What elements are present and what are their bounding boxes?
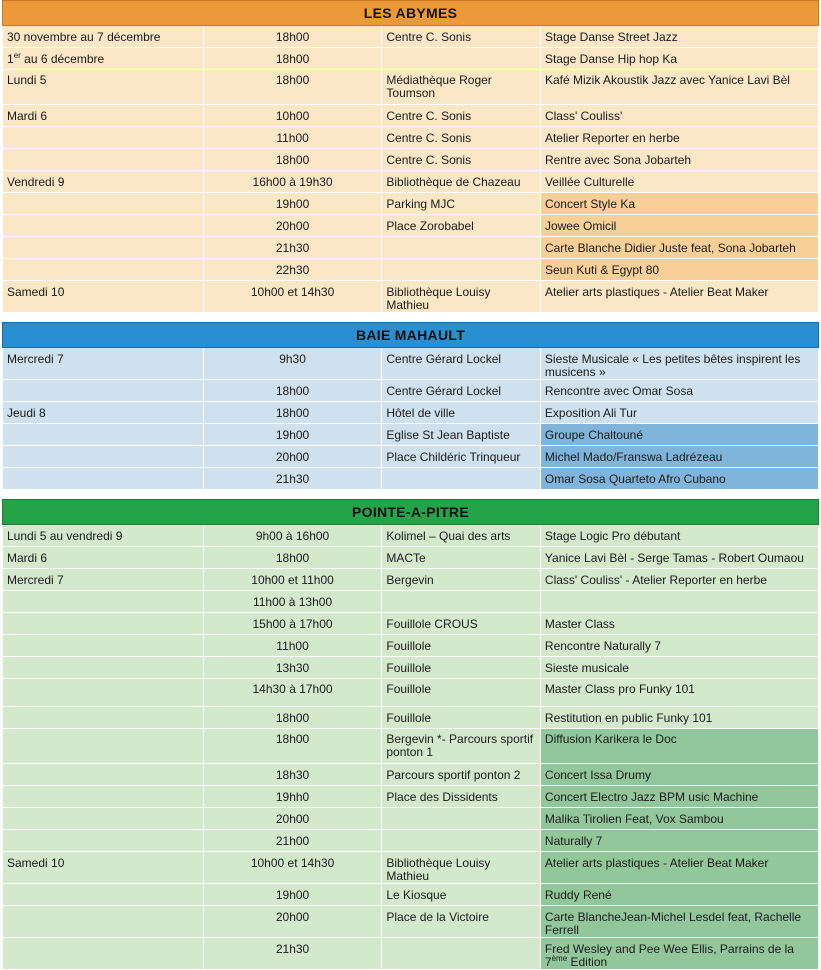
time-cell: 18h00	[203, 402, 382, 424]
day-cell: Jeudi 8	[3, 402, 204, 424]
day-cell	[3, 380, 204, 402]
event-cell: Master Class pro Funky 101	[540, 679, 818, 707]
place-cell: Centre C. Sonis	[382, 26, 541, 48]
time-cell: 11h00	[203, 127, 382, 149]
time-cell: 19h00	[203, 193, 382, 215]
event-cell: Groupe Chaltouné	[540, 424, 818, 446]
section-gap	[0, 313, 821, 322]
place-cell	[382, 259, 541, 281]
day-cell	[3, 830, 204, 852]
day-cell: 1er au 6 décembre	[3, 48, 204, 70]
event-cell: Seun Kuti & Egypt 80	[540, 259, 818, 281]
table-row	[3, 569, 819, 591]
event-cell: Exposition Ali Tur	[540, 402, 818, 424]
table-row	[3, 884, 819, 906]
table-row	[3, 281, 819, 313]
time-cell: 9h30	[203, 348, 382, 380]
section-baie	[2, 322, 819, 490]
day-cell	[3, 635, 204, 657]
place-cell: MACTe	[382, 547, 541, 569]
table-row	[3, 525, 819, 547]
event-cell: Ruddy René	[540, 884, 818, 906]
day-cell: Mardi 6	[3, 105, 204, 127]
place-cell: Centre Gérard Lockel	[382, 348, 541, 380]
day-cell	[3, 884, 204, 906]
time-cell: 9h00 à 16h00	[203, 525, 382, 547]
event-cell: Malika Tirolien Feat, Vox Sambou	[540, 808, 818, 830]
event-cell: Concert Electro Jazz BPM usic Machine	[540, 786, 818, 808]
table-row	[3, 707, 819, 729]
event-cell	[540, 591, 818, 613]
time-cell: 18h00	[203, 729, 382, 764]
table-row	[3, 613, 819, 635]
table-row	[3, 468, 819, 490]
event-cell: Fred Wesley and Pee Wee Ellis, Parrains de la 7ème Edition	[540, 938, 818, 970]
day-cell	[3, 237, 204, 259]
time-cell: 18h00	[203, 380, 382, 402]
section-abymes	[2, 0, 819, 313]
event-cell: Michel Mado/Franswa Ladrézeau	[540, 446, 818, 468]
day-cell	[3, 906, 204, 938]
table-row	[3, 764, 819, 786]
place-cell	[382, 468, 541, 490]
day-cell	[3, 424, 204, 446]
table-row	[3, 259, 819, 281]
day-cell	[3, 729, 204, 764]
table-row	[3, 830, 819, 852]
place-cell: Centre C. Sonis	[382, 127, 541, 149]
place-cell: Centre C. Sonis	[382, 105, 541, 127]
event-cell: Stage Logic Pro débutant	[540, 525, 818, 547]
place-cell: Centre C. Sonis	[382, 149, 541, 171]
place-cell: Fouillole	[382, 657, 541, 679]
place-cell: Fouillole CROUS	[382, 613, 541, 635]
place-cell: Fouillole	[382, 679, 541, 707]
event-cell: Carte Blanche Didier Juste feat, Sona Jobarteh	[540, 237, 818, 259]
day-cell: Mardi 6	[3, 547, 204, 569]
event-cell: Class' Couliss' - Atelier Reporter en herbe	[540, 569, 818, 591]
time-cell: 19h00	[203, 884, 382, 906]
time-cell: 22h30	[203, 259, 382, 281]
time-cell: 15h00 à 17h00	[203, 613, 382, 635]
place-cell: Place des Dissidents	[382, 786, 541, 808]
table-row	[3, 424, 819, 446]
event-cell: Diffusion Karikera le Doc	[540, 729, 818, 764]
place-cell: Bibliothèque Louisy Mathieu	[382, 852, 541, 884]
day-cell: Samedi 10	[3, 281, 204, 313]
place-cell: Bergevin	[382, 569, 541, 591]
table-row	[3, 446, 819, 468]
day-cell	[3, 707, 204, 729]
event-cell: Rencontre Naturally 7	[540, 635, 818, 657]
day-cell: Lundi 5	[3, 70, 204, 105]
section-pap	[2, 499, 819, 970]
day-cell	[3, 764, 204, 786]
day-cell	[3, 591, 204, 613]
place-cell: Parking MJC	[382, 193, 541, 215]
event-cell: Jowee Omicil	[540, 215, 818, 237]
day-cell: Lundi 5 au vendredi 9	[3, 525, 204, 547]
day-cell	[3, 259, 204, 281]
event-cell: Veillée Culturelle	[540, 171, 818, 193]
table-row	[3, 547, 819, 569]
place-cell: Place Zorobabel	[382, 215, 541, 237]
place-cell: Parcours sportif ponton 2	[382, 764, 541, 786]
event-cell: Stage Danse Hip hop Ka	[540, 48, 818, 70]
event-cell: Yanice Lavi Bèl - Serge Tamas - Robert Oumaou	[540, 547, 818, 569]
table-row	[3, 808, 819, 830]
event-cell: Stage Danse Street Jazz	[540, 26, 818, 48]
time-cell: 20h00	[203, 215, 382, 237]
place-cell	[382, 237, 541, 259]
table-row	[3, 591, 819, 613]
place-cell: Kolimel – Quai des arts	[382, 525, 541, 547]
time-cell: 21h00	[203, 830, 382, 852]
time-cell: 19h00	[203, 424, 382, 446]
time-cell: 21h30	[203, 938, 382, 970]
time-cell: 13h30	[203, 657, 382, 679]
table-row	[3, 171, 819, 193]
time-cell: 20h00	[203, 808, 382, 830]
table-row	[3, 906, 819, 938]
place-cell: Le Kiosque	[382, 884, 541, 906]
table-row	[3, 729, 819, 764]
time-cell: 18h30	[203, 764, 382, 786]
time-cell: 19hh0	[203, 786, 382, 808]
place-cell: Bibliothèque de Chazeau	[382, 171, 541, 193]
time-cell: 18h00	[203, 547, 382, 569]
place-cell: Fouillole	[382, 635, 541, 657]
place-cell: Bibliothèque Louisy Mathieu	[382, 281, 541, 313]
event-cell: Rencontre avec Omar Sosa	[540, 380, 818, 402]
table-row	[3, 348, 819, 380]
place-cell: Fouillole	[382, 707, 541, 729]
event-cell: Master Class	[540, 613, 818, 635]
place-cell: Hôtel de ville	[382, 402, 541, 424]
table-row	[3, 26, 819, 48]
day-cell	[3, 938, 204, 970]
time-cell: 18h00	[203, 26, 382, 48]
time-cell: 18h00	[203, 149, 382, 171]
time-cell: 10h00 et 11h00	[203, 569, 382, 591]
day-cell: Mercredi 7	[3, 569, 204, 591]
place-cell: Bergevin *- Parcours sportif ponton 1	[382, 729, 541, 764]
time-cell: 10h00	[203, 105, 382, 127]
event-cell: Omar Sosa Quarteto Afro Cubano	[540, 468, 818, 490]
event-cell: Naturally 7	[540, 830, 818, 852]
event-cell: Atelier arts plastiques - Atelier Beat Maker	[540, 852, 818, 884]
day-cell	[3, 786, 204, 808]
place-cell: Eglise St Jean Baptiste	[382, 424, 541, 446]
event-cell: Sieste musicale	[540, 657, 818, 679]
section-title: POINTE-A-PITRE	[3, 500, 819, 525]
time-cell: 14h30 à 17h00	[203, 679, 382, 707]
day-cell: Mercredi 7	[3, 348, 204, 380]
time-cell: 21h30	[203, 237, 382, 259]
day-cell	[3, 468, 204, 490]
day-cell	[3, 149, 204, 171]
day-cell	[3, 679, 204, 707]
time-cell: 21h30	[203, 468, 382, 490]
event-cell: Atelier arts plastiques - Atelier Beat Maker	[540, 281, 818, 313]
table-row	[3, 237, 819, 259]
place-cell	[382, 808, 541, 830]
time-cell: 18h00	[203, 70, 382, 105]
time-cell: 10h00 et 14h30	[203, 281, 382, 313]
day-cell	[3, 657, 204, 679]
place-cell	[382, 48, 541, 70]
event-cell: Atelier Reporter en herbe	[540, 127, 818, 149]
section-title: BAIE MAHAULT	[3, 323, 819, 348]
event-cell: Class' Couliss'	[540, 105, 818, 127]
table-row	[3, 635, 819, 657]
day-cell	[3, 613, 204, 635]
day-cell	[3, 127, 204, 149]
time-cell: 18h00	[203, 48, 382, 70]
place-cell: Centre Gérard Lockel	[382, 380, 541, 402]
table-row	[3, 657, 819, 679]
place-cell: Place Childéric Trinqueur	[382, 446, 541, 468]
time-cell: 10h00 et 14h30	[203, 852, 382, 884]
day-cell	[3, 215, 204, 237]
event-cell: Kafé Mizik Akoustik Jazz avec Yanice Lavi Bèl	[540, 70, 818, 105]
time-cell: 16h00 à 19h30	[203, 171, 382, 193]
table-row	[3, 938, 819, 970]
table-row	[3, 127, 819, 149]
day-cell: Samedi 10	[3, 852, 204, 884]
section-title: LES ABYMES	[3, 1, 819, 26]
table-row	[3, 48, 819, 70]
event-cell: Concert Issa Drumy	[540, 764, 818, 786]
event-cell: Sieste Musicale « Les petites bêtes inspirent les musicens »	[540, 348, 818, 380]
day-cell	[3, 193, 204, 215]
day-cell: Vendredi 9	[3, 171, 204, 193]
table-row	[3, 215, 819, 237]
time-cell: 20h00	[203, 906, 382, 938]
time-cell: 20h00	[203, 446, 382, 468]
table-row	[3, 70, 819, 105]
time-cell: 18h00	[203, 707, 382, 729]
place-cell	[382, 591, 541, 613]
section-gap	[0, 490, 821, 499]
day-cell	[3, 446, 204, 468]
table-row	[3, 193, 819, 215]
event-cell: Restitution en public Funky 101	[540, 707, 818, 729]
table-row	[3, 786, 819, 808]
event-cell: Carte BlancheJean-Michel Lesdel feat, Rachelle Ferrell	[540, 906, 818, 938]
table-row	[3, 380, 819, 402]
time-cell: 11h00 à 13h00	[203, 591, 382, 613]
place-cell	[382, 830, 541, 852]
event-cell: Rentre avec Sona Jobarteh	[540, 149, 818, 171]
table-row	[3, 105, 819, 127]
time-cell: 11h00	[203, 635, 382, 657]
place-cell: Médiathèque Roger Toumson	[382, 70, 541, 105]
day-cell: 30 novembre au 7 décembre	[3, 26, 204, 48]
table-row	[3, 149, 819, 171]
table-row	[3, 852, 819, 884]
table-row	[3, 679, 819, 707]
table-row	[3, 402, 819, 424]
place-cell	[382, 938, 541, 970]
day-cell	[3, 808, 204, 830]
event-cell: Concert Style Ka	[540, 193, 818, 215]
place-cell: Place de la Victoire	[382, 906, 541, 938]
